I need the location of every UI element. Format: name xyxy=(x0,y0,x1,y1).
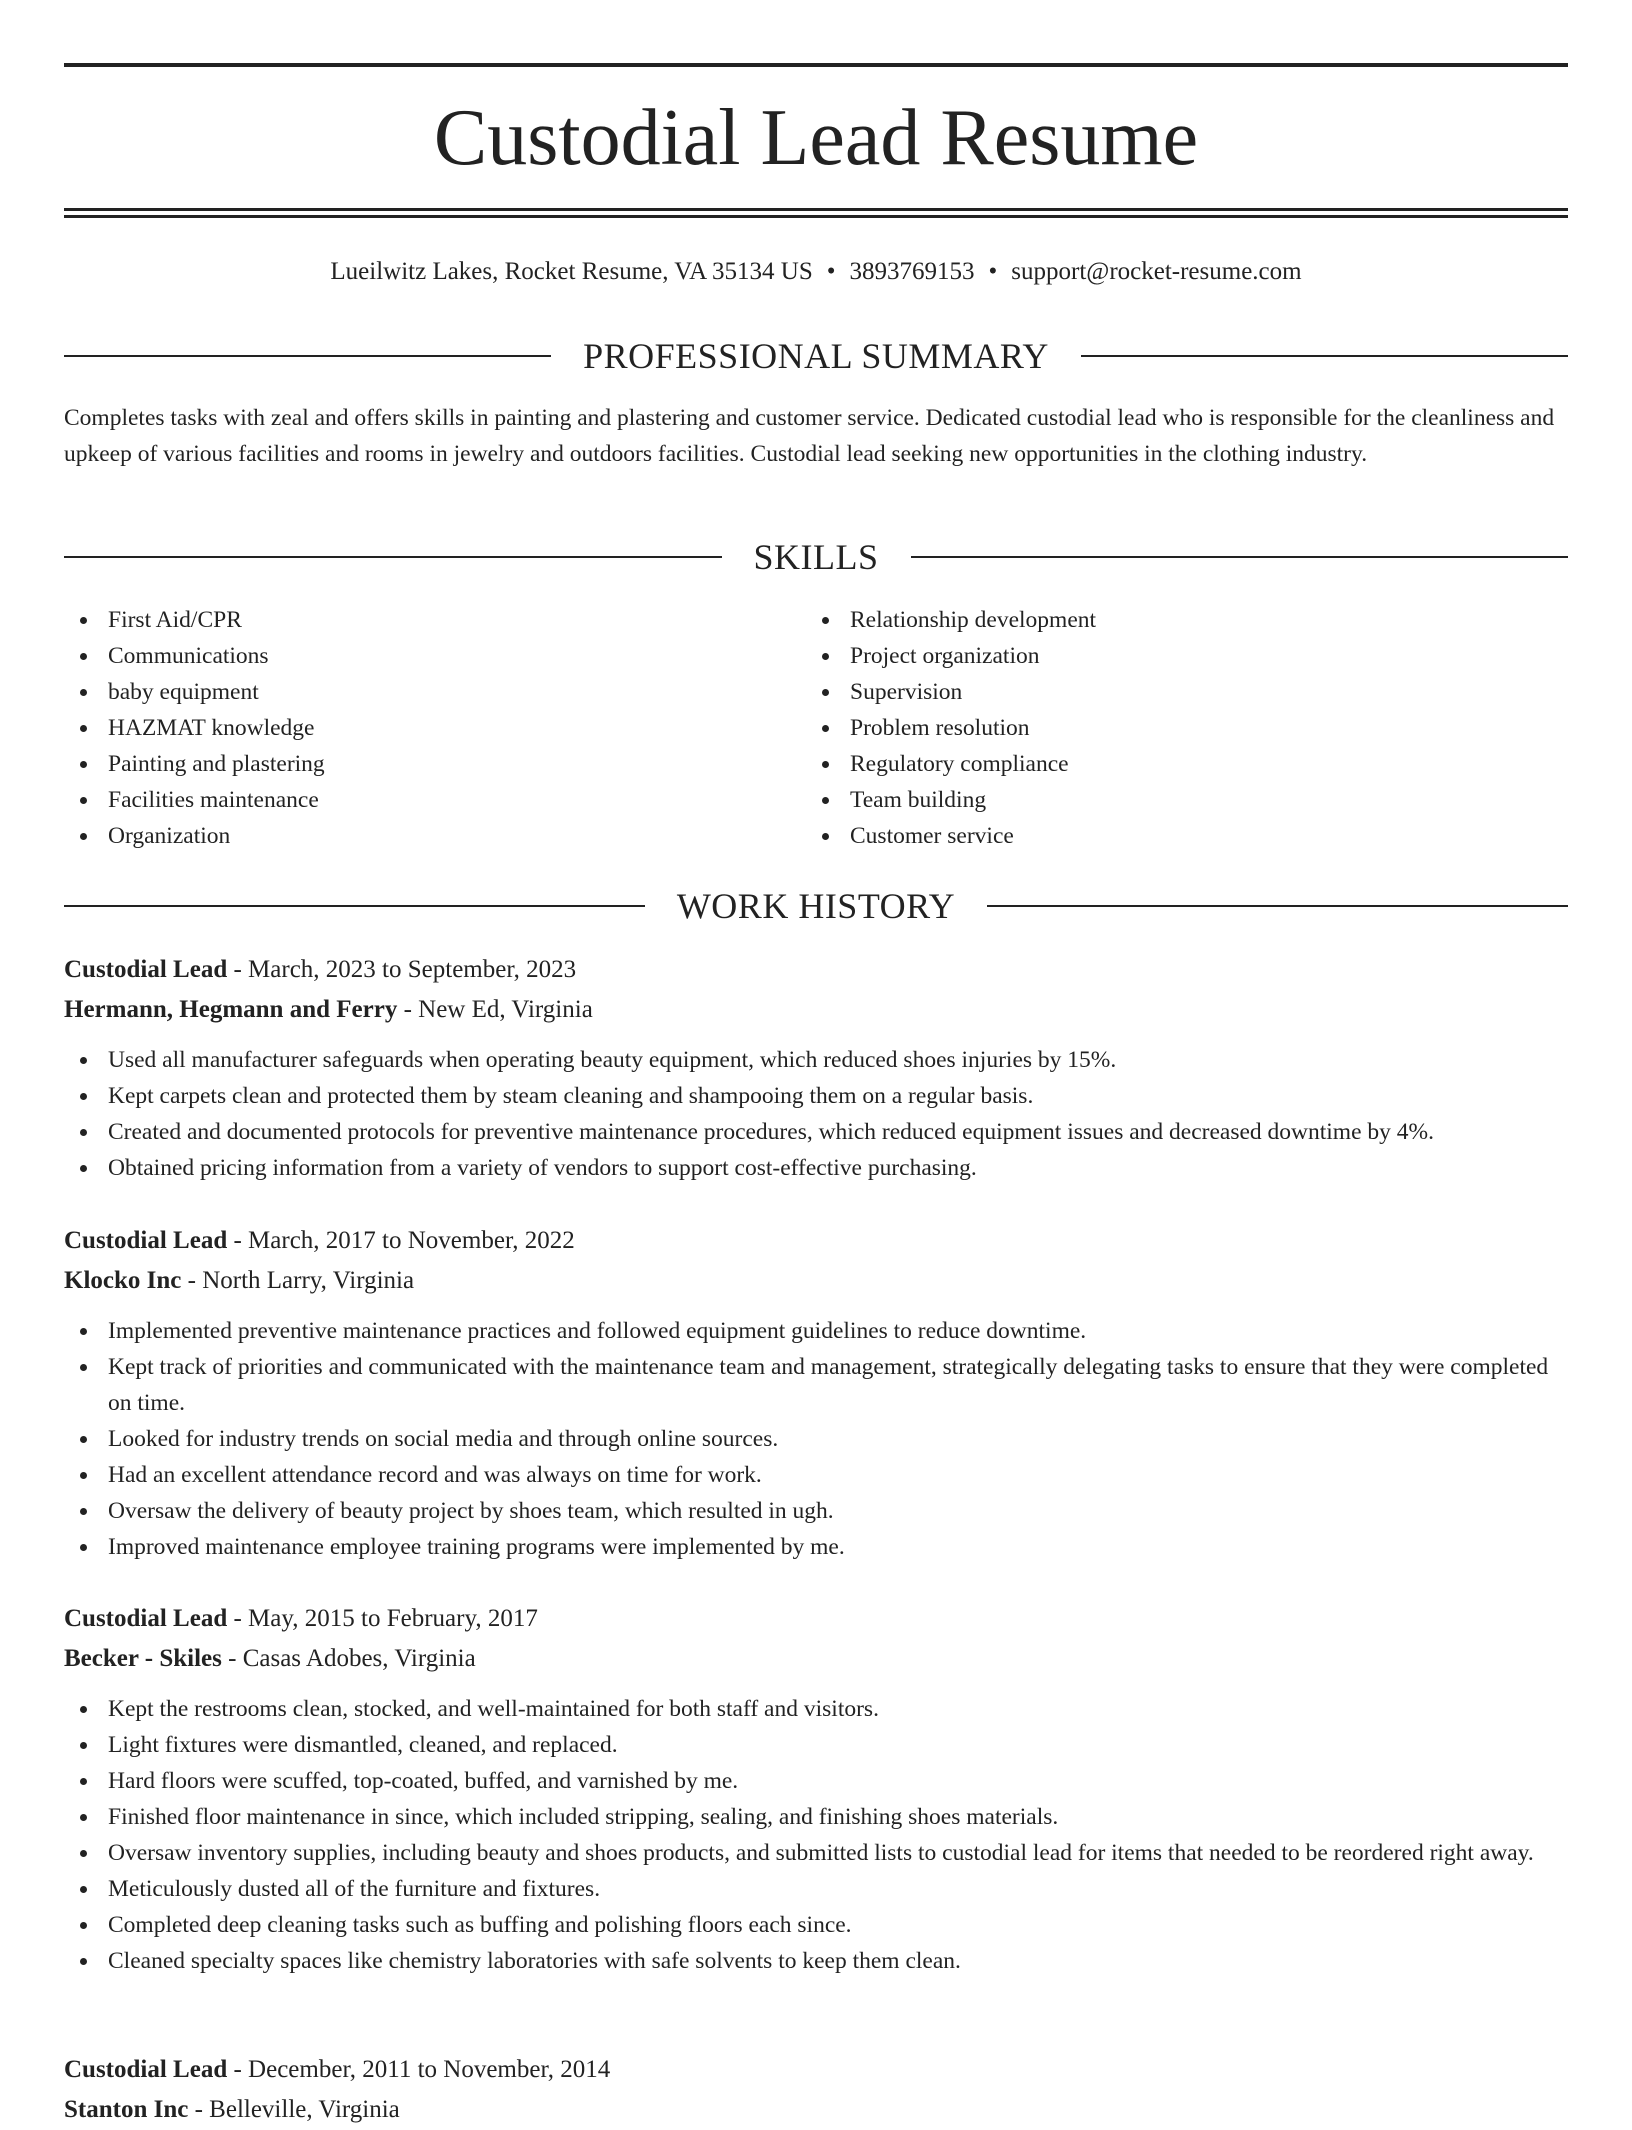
skill-item: Team building xyxy=(806,782,1506,818)
heading-rule-left xyxy=(64,905,645,907)
contact-email: support@rocket-resume.com xyxy=(1011,258,1302,285)
job-bullets xyxy=(64,1313,1568,1565)
job-company-line xyxy=(64,1261,1568,1301)
heading-rule-right xyxy=(1081,355,1568,357)
header-double-rule-top xyxy=(64,208,1568,211)
job-title-line xyxy=(64,1599,1568,1639)
skill-item: Organization xyxy=(64,818,764,854)
contact-address: Lueilwitz Lakes, Rocket Resume, VA 35134 US xyxy=(330,258,813,285)
job-company-line xyxy=(64,2090,1568,2130)
work-history-heading xyxy=(64,884,1568,928)
job-location: - Belleville, Virginia xyxy=(188,2096,400,2123)
skills-list-left xyxy=(64,602,764,854)
job-title-line xyxy=(64,1221,1568,1261)
skill-item: Relationship development xyxy=(806,602,1506,638)
job-bullets xyxy=(64,1042,1568,1186)
job-location: - Casas Adobes, Virginia xyxy=(221,1645,476,1672)
contact-separator: • xyxy=(826,258,836,285)
job-company: Becker - Skiles xyxy=(64,1645,222,1672)
skill-item: Painting and plastering xyxy=(64,746,764,782)
job-dates: - March, 2017 to November, 2022 xyxy=(227,1227,575,1254)
job-entry xyxy=(64,950,1568,1186)
heading-rule-left xyxy=(64,556,722,558)
skill-item: baby equipment xyxy=(64,674,764,710)
resume-title: Custodial Lead Resume xyxy=(433,94,1199,182)
job-title: Custodial Lead xyxy=(64,1605,228,1632)
job-bullet: Used all manufacturer safeguards when operating beauty equipment, which reduced shoes injuries by 15%. xyxy=(64,1042,1568,1078)
job-title: Custodial Lead xyxy=(64,956,228,983)
job-entry xyxy=(64,1221,1568,1565)
skills-heading xyxy=(64,535,1568,579)
job-bullet: Hard floors were scuffed, top-coated, buffed, and varnished by me. xyxy=(64,1763,1568,1799)
contact-phone: 3893769153 xyxy=(849,258,975,285)
job-bullet: Had an excellent attendance record and was always on time for work. xyxy=(64,1457,1568,1493)
job-entry xyxy=(64,2050,1568,2130)
skill-item: Problem resolution xyxy=(806,710,1506,746)
contact-separator: • xyxy=(988,258,998,285)
summary-heading xyxy=(64,334,1568,378)
job-location: - North Larry, Virginia xyxy=(181,1267,415,1294)
job-bullet: Light fixtures were dismantled, cleaned, and replaced. xyxy=(64,1727,1568,1763)
job-bullet: Kept carpets clean and protected them by steam cleaning and shampooing them on a regular basis. xyxy=(64,1078,1568,1114)
job-title: Custodial Lead xyxy=(64,2056,228,2083)
skill-item: Supervision xyxy=(806,674,1506,710)
job-entry xyxy=(64,1599,1568,1979)
job-bullet: Obtained pricing information from a variety of vendors to support cost-effective purchasing. xyxy=(64,1150,1568,1186)
heading-rule-left xyxy=(64,355,551,357)
job-bullet: Oversaw the delivery of beauty project by shoes team, which resulted in ugh. xyxy=(64,1493,1568,1529)
job-bullet: Oversaw inventory supplies, including beauty and shoes products, and submitted lists to custodial lead for items that needed to be reordered right away. xyxy=(64,1835,1568,1871)
job-company: Klocko Inc xyxy=(64,1267,182,1294)
job-bullets xyxy=(64,1691,1568,1979)
skill-item: Facilities maintenance xyxy=(64,782,764,818)
job-location: - New Ed, Virginia xyxy=(397,996,593,1023)
job-bullet: Created and documented protocols for preventive maintenance procedures, which reduced equipment issues and decreased downtime by 4%. xyxy=(64,1114,1568,1150)
job-bullet: Cleaned specialty spaces like chemistry laboratories with safe solvents to keep them clean. xyxy=(64,1943,1568,1979)
professional-summary: Completes tasks with zeal and offers skills in painting and plastering and customer service. Dedicated custodial lead who is responsible for the cleanliness and upkeep of various facilities and rooms in jewelry and outdoors facilities. Custodial lead seeking new opportunities in the clothing industry. xyxy=(64,405,1555,467)
job-title: Custodial Lead xyxy=(64,1227,228,1254)
heading-rule-right xyxy=(911,556,1569,558)
job-dates: - December, 2011 to November, 2014 xyxy=(227,2056,611,2083)
job-bullet: Meticulously dusted all of the furniture and fixtures. xyxy=(64,1871,1568,1907)
job-title-line xyxy=(64,950,1568,990)
job-title-line xyxy=(64,2050,1568,2090)
job-bullet: Kept the restrooms clean, stocked, and well-maintained for both staff and visitors. xyxy=(64,1691,1568,1727)
skill-item: First Aid/CPR xyxy=(64,602,764,638)
job-bullet: Implemented preventive maintenance practices and followed equipment guidelines to reduce downtime. xyxy=(64,1313,1568,1349)
skill-item: Communications xyxy=(64,638,764,674)
skill-item: Project organization xyxy=(806,638,1506,674)
skill-item: HAZMAT knowledge xyxy=(64,710,764,746)
job-company: Stanton Inc xyxy=(64,2096,189,2123)
contact-line xyxy=(64,254,1568,290)
job-bullet: Completed deep cleaning tasks such as buffing and polishing floors each since. xyxy=(64,1907,1568,1943)
job-bullet: Finished floor maintenance in since, which included stripping, sealing, and finishing shoes materials. xyxy=(64,1799,1568,1835)
job-bullet: Improved maintenance employee training programs were implemented by me. xyxy=(64,1529,1568,1565)
job-bullet: Kept track of priorities and communicated with the maintenance team and management, strategically delegating tasks to ensure that they were completed on time. xyxy=(64,1349,1568,1421)
summary-heading-text: PROFESSIONAL SUMMARY xyxy=(583,336,1049,376)
skill-item: Customer service xyxy=(806,818,1506,854)
header-top-rule xyxy=(64,63,1568,67)
job-dates: - May, 2015 to February, 2017 xyxy=(227,1605,538,1632)
job-bullet: Looked for industry trends on social media and through online sources. xyxy=(64,1421,1568,1457)
header-double-rule-bottom xyxy=(64,215,1568,218)
job-dates: - March, 2023 to September, 2023 xyxy=(227,956,577,983)
skills-heading-text: SKILLS xyxy=(753,537,879,577)
heading-rule-right xyxy=(987,905,1568,907)
work-history-heading-text: WORK HISTORY xyxy=(676,886,956,926)
job-company-line xyxy=(64,990,1568,1030)
skills-list-right xyxy=(806,602,1506,854)
skill-item: Regulatory compliance xyxy=(806,746,1506,782)
job-company-line xyxy=(64,1639,1568,1679)
job-company: Hermann, Hegmann and Ferry xyxy=(64,996,398,1023)
